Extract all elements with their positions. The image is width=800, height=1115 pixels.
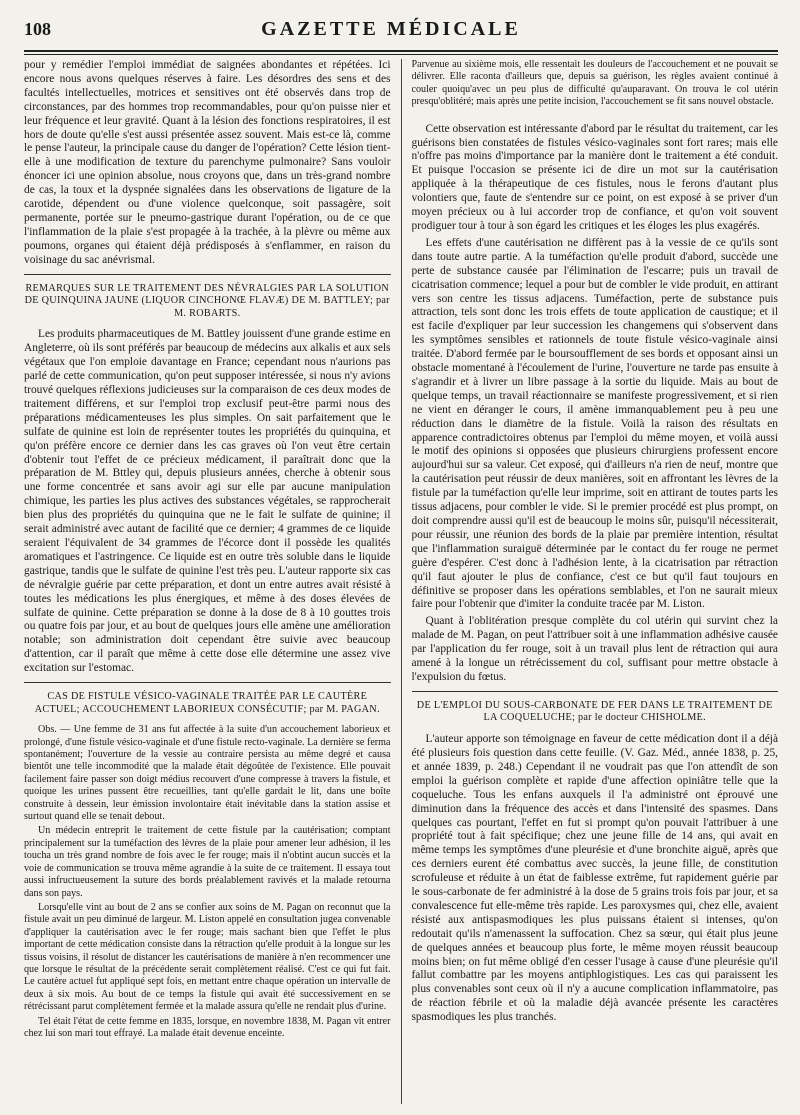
paragraph: Quant à l'oblitération presque complète du col utérin qui survint chez la malade de M. Pagan, on peut l'attribuer soit à une inflammation adhésive causée par l'application du fer rouge, soit à un travail plus lent de rétraction qui aura amené à la longue un rétrécissement du col, suffisant pour mettre obstacle à l'expulsion du fœtus. xyxy=(411,615,778,683)
article-title-text: CAS DE FISTULE VÉSICO-VAGINALE TRAITÉE PAR LE CAUTÈRE ACTUEL; ACCOUCHEMENT LABORIEUX CONSÉCUTIF; par xyxy=(34,691,368,715)
paragraph: Obs. — Une femme de 31 ans fut affectée à la suite d'un accouchement laborieux et prolongé, d'une fistule vésico-vaginale et d'une fistule recto-vaginale. La dernière se ferma spontanément; l'ouverture de la vessie au contraire persista au même degré et causa bientôt une telle incommodité que la malade était dégoûtée de l'existence. Elle pouvait facilement faire passer son doigt médius recouvert d'une compresse à travers la fistule, et quoique les urines pussent être recueillies, tant qu'elle gardait le lit, dans une boîte construite à dessein, leur émission involontaire était inévitable dans la station assise et surtout quand elle se tenait debout. xyxy=(24,724,391,823)
article-title-robarts xyxy=(24,283,391,321)
running-title: GAZETTE MÉDICALE xyxy=(261,18,521,40)
article-author: M. ROBARTS. xyxy=(174,307,241,319)
paragraph: Parvenue au sixième mois, elle ressentait les douleurs de l'accouchement et ne pouvait se délivrer. Elle raconta d'ailleurs que, depuis sa guérison, les règles avaient continué à couler quoiqu'avec un peu plus de difficulté qu'auparavant. On trouva le col utérin presqu'oblitéré; mais après une petite incision, l'accouchement se fit sans nouvel obstacle. xyxy=(411,59,778,108)
paragraph: pour y remédier l'emploi immédiat de saignées abondantes et répétées. Ici encore nous avons quelques réserves à faire. Les désordres des sens et des facultés intellectuelles, motrices et sensitives ont été observés dans trop de circonstances, par des hommes trop recommandables, pour qu'on puisse nier et leur fréquence et leur gravité. Quant à la lésion des fonctions respiratoires, il est hors de doute qu'elle s'est aussi présentée assez souvent. Mais est-ce là, comme le pense l'auteur, la principale cause du danger de l'opération? Cette lésion tient-elle à une modification de texture du parenchyme pulmonaire? Sans vouloir énoncer ici une opinion absolue, nous croyons que, dans un très-grand nombre de cas, la toux et la dyspnée signalées dans les observations de ligature de la carotide, dépendent ou d'une violence quelconque, soit passagère, soit permanente, portée sur le pneumo-gastrique durant l'opération, ou de ce que l'inflammation de la plaie s'est propagée à la trachée, à la plèvre ou même aux poumons, organes qui étaient déjà prédisposés à s'enflammer, en raison du voisinage du sac anévrismal. xyxy=(24,59,391,266)
paragraph: Cette observation est intéressante d'abord par le résultat du traitement, car les guérisons bien constatées de fistules vésico-vaginales sont fort rares; mais elle n'offre pas moins d'importance par la manière dont le traitement a été conduit. Et puisque l'occasion se présente ici de dire un mot sur la cautérisation appliquée à la thérapeutique de ces fistules, nous le ferons d'autant plus volontiers que, faute de s'entendre sur ce point, on est exposé à se priver d'un moyen précieux ou à lui accorder trop de confiance, et qu'on voit souvent prodiguer tour à tour à son égard les critiques et les éloges les plus exagérés. xyxy=(411,122,778,232)
section-rule xyxy=(24,682,391,683)
left-column xyxy=(24,59,391,1104)
two-column-body xyxy=(24,59,778,1104)
case-observation-continued xyxy=(412,59,779,109)
section-rule xyxy=(24,274,391,275)
header-rule xyxy=(24,50,778,55)
article-title-text: DE L'EMPLOI DU SOUS-CARBONATE DE FER DANS LE TRAITEMENT DE LA COQUELUCHE; par le docteur xyxy=(416,699,773,724)
paragraph: L'auteur apporte son témoignage en faveur de cette médication dont il a déjà été plusieurs fois question dans cette feuille. (V. Gaz. Méd., année 1838, p. 25, et année 1839, p. 248.) Cependant il ne voudrait pas que l'on attendît de son emploi la guérison complète et rapide d'une affection opiniâtre telle que la coqueluche. Tous les enfans auxquels il l'a administré ont éprouvé une diminution dans la fréquence des accès et dans l'intensité des spasmes. Dans quelques cas pourtant, l'effet en fut si prompt qu'on pouvait l'attribuer à une propriété tout à fait spécifique; chez une jeune fille de 14 ans, qui avait en même temps les symptômes d'une pleurésie et d'une bronchite aiguë, après que ces derniers eurent été combattus avec succès, la jeune fille, de constitution scrofuleuse et réduite à un état de faiblesse extrême, fut rapidement guérie par le sous-carbonate de fer administré à la dose de 5 grains trois fois par jour, et sa convalescence fut elle-même très rapide. Les paroxysmes qui, chez elle, avaient résisté aux antispasmodiques les plus puissans étaient si intenses, qu'on redoutait qu'ils n'amenassent la suffocation. Chez sa sœur, qui était plus jeune de quelques années et beaucoup plus forte, le même moyen réussit beaucoup moins bien; on fut même obligé d'en cesser l'usage à cause d'une pleurésie qu'il fallut combattre par les moyens antiphlogistiques. Les cas qui paraissent les plus convenables sont ceux où il n'y a aucune complication inflammatoire, pas de réaction fébrile et où la maladie déjà avancée présente les caractères spasmodiques les plus tranchés. xyxy=(411,733,778,1024)
right-column xyxy=(412,59,779,1104)
case-observation xyxy=(24,724,391,1040)
article-title-chisholme xyxy=(412,700,779,725)
paragraph: Un médecin entreprit le traitement de cette fistule par la cautérisation; comptant principalement sur la tuméfaction des lèvres de la plaie pour amener leur adhésion, il les toucha un très grand nombre de fois avec le fer rouge; mais il n'obtint aucun succès et la voie de communication se trouva même agrandie à la suite de ce traitement. Il essaya tout aussi infructueusement la suture des bords préalablement ravivés et la malade retourna dans son pays. xyxy=(24,825,391,899)
section-rule xyxy=(412,691,779,692)
article-title-text: REMARQUES SUR LE TRAITEMENT DES NÉVRALGIES PAR LA SOLUTION DE QUINQUINA JAUNE (LIQUOR CINCHONŒ FLAVÆ) DE M. BATTLEY; par xyxy=(24,282,390,307)
page-number: 108 xyxy=(24,19,51,39)
page-header xyxy=(24,18,778,46)
article-author: M. PAGAN. xyxy=(326,703,380,715)
article-title-pagan xyxy=(24,691,391,716)
paragraph: Tel était l'état de cette femme en 1835, lorsque, en novembre 1838, M. Pagan vit entrer chez lui son mari tout effrayé. La malade était devenue enceinte. xyxy=(24,1015,391,1039)
paragraph: Les produits pharmaceutiques de M. Battley jouissent d'une grande estime en Angleterre, où ils sont préférés par beaucoup de médecins aux alkalis et aux sels végétaux que l'on emploie davantage en France; cependant nous n'aurions pas parlé de cette communication, qu'on peut supposer intéressée, si nous n'y avions trouvé quelques réflexions judicieuses sur la comparaison de ces deux modes de traitement différens, et sur l'emploi trop exclusif peut-être parmi nous des préparations médicamenteuses les plus simples. On sait parfaitement que le sulfate de quinine est loin de représenter toutes les propriétés du quinquina, et qu'on préfère encore ce dernier dans les cas graves où l'on veut être certain d'obtenir tout l'effet de ce précieux médicament, il paraîtrait donc que la préparation de M. Bttley qui, depuis plusieurs années, cherche à obtenir sous une forme concentrée et sans avoir agi sur elle par aucune manipulation chimique, les parties les plus actives des substances végétales, se rapprocherait bien plus des propriétés du quinquina que ne le fait le sulfate de quinine; il serait administré avec autant de facilité que ce dernier; 4 grammes de ce liquide seraient l'équivalent de 34 grammes de l'écorce dont il possède les qualités aromatiques et l'astringence. Ce liquide est en outre très soluble dans le liquide gastrique, tandis que le sulfate de quinine l'est très peu. L'auteur rapporte six cas de névralgie guérie par cette préparation, et dont un entre autres avait résisté à toutes les médications les plus énergiques, et même à des doses élevées de sulfate de quinine. Cette préparation se donne à la dose de 8 à 10 gouttes trois ou quatre fois par jour, et au bout de quelques jours elle amène une amélioration notable; son administration doit cependant être suivie avec beaucoup d'attention, car il paraît que même à cette dose elle détermine une assez vive excitation sur l'estomac. xyxy=(24,328,391,675)
paragraph: Lorsqu'elle vint au bout de 2 ans se confier aux soins de M. Pagan on reconnut que la fistule avait un peu diminué de largeur. M. Liston appelé en consultation jugea convenable d'appliquer la cautérisation avec le fer rouge; mais sachant bien que l'effet le plus important de cette médication consiste dans la rétraction qu'elle produit à la longue sur les tissus voisins, il résolut de distancer les cautérisations de manière à n'en recommencer une que lorsque le résultat de la précédente serait complètement réalisé. C'est ce qui fut fait. Le cautère actuel fut appliqué sept fois, en mettant entre chaque opération un intervalle de deux à six mois. Au bout de ce temps la fistule qui avait été successivement en se rétrécissant parut complètement fermée et la malade assura qu'elle ne rendait plus d'urine. xyxy=(24,901,391,1013)
paragraph: Les effets d'une cautérisation ne diffèrent pas à la vessie de ce qu'ils sont dans toute autre partie. A la tuméfaction qu'elle produit d'abord, succède une perte de substance causée par l'élimination de l'escarre; puis un travail de cicatrisation commence; lequel a pour but de combler le vide produit, en attirant vers son centre les tissus adjacens. Tuméfaction, perte de substance puis attraction, tels sont donc les trois effets de toute application de caustique; et il est facile d'expliquer par leur succession les changemens qui s'observent dans les symptômes sensibles et rationnels de toute fistule vésico-vaginale ainsi traitée. D'abord fermée par le boursoufflement de ses bords et opposant ainsi un obstacle momentané à l'écoulement de l'urine, l'ouverture ne tarde pas ensuite à s'agrandir et à livrer un libre passage à la sortie du liquide. Mais au bout de quelque temps, un travail réactionnaire se manifeste progressivement, et si rien ne vient en déranger le cours, il amène immanquablement peu à peu une réduction dans le diamètre de la fistule. Voilà la raison des résultats en apparence contradictoires obtenus par l'emploi du même moyen, et voilà aussi le motif des opinions si opposées que plusieurs chirurgiens professent encore aujourd'hui sur sa valeur. Cet exposé, qui d'ailleurs n'a rien de neuf, montre que la cautérisation peut réussir de deux manières, soit en affrontant les lèvres de la fistule par la tuméfaction qu'elle leur imprime, soit en attirant de toutes parts les tissus adjacens, pour combler le vide. Si le premier procédé est plus prompt, on doit comprendre aussi qu'il est de beaucoup le moins sûr, puisqu'il nécessiterait, pour réussir, une réunion des bords de la plaie par première intention, résultat que l'inflammation suraiguë déterminée par le contact du fer rouge ne permet guère d'espérer. C'est donc à l'adhésion lente, à la cicatrisation par rétraction qu'il faut ajouter le plus de confiance, c'est ce but qu'il faut toujours en définitive se proposer dans les opérations semblables, et l'on ne saurait mieux faire pour l'obtenir que d'imiter la conduite tracée par M. Liston. xyxy=(411,236,778,611)
article-author: CHISHOLME. xyxy=(641,712,707,724)
column-divider xyxy=(401,59,402,1104)
